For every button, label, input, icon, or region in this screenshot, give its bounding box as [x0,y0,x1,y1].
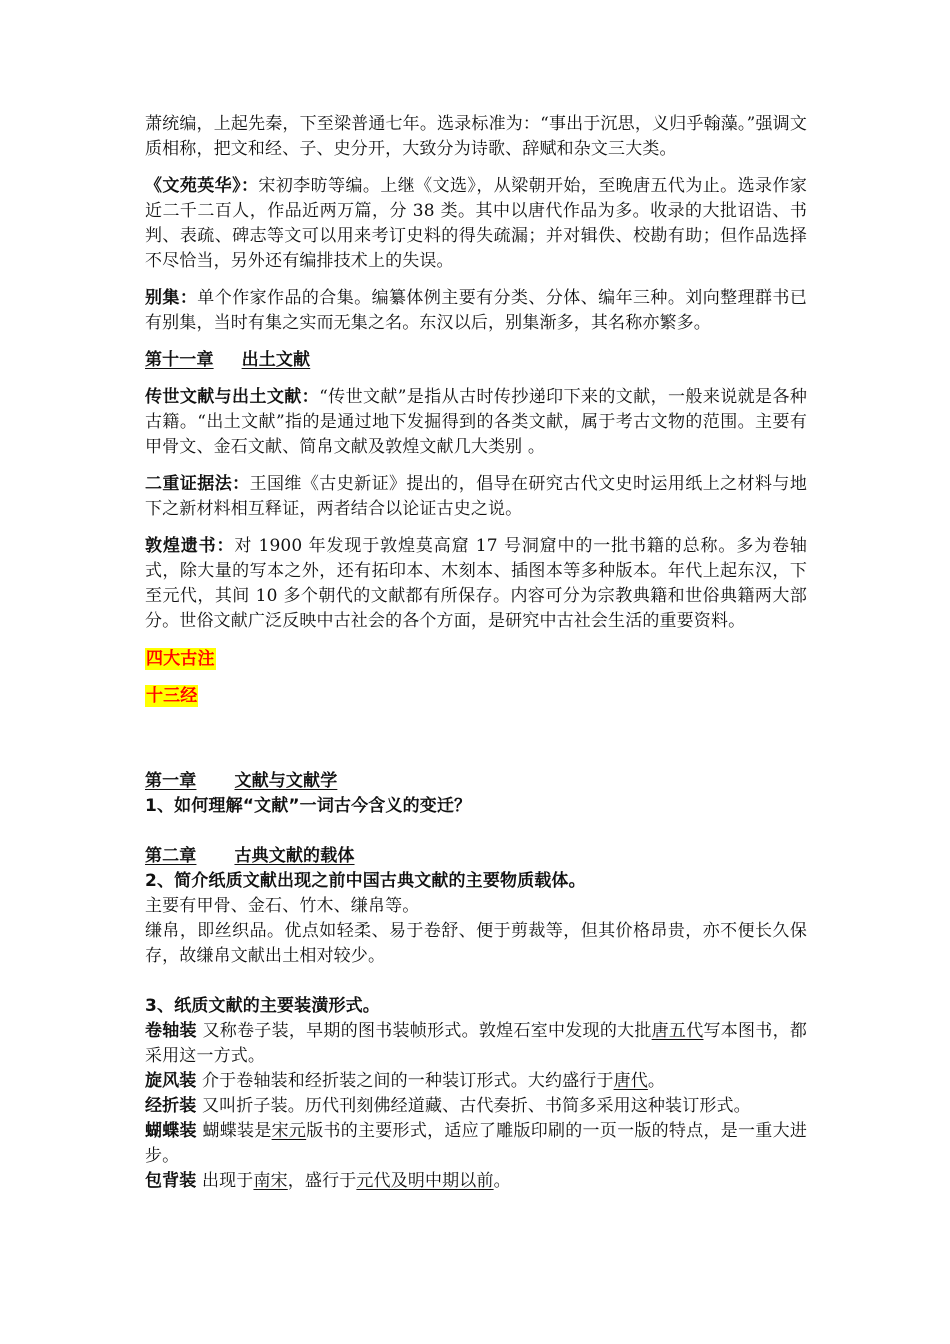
highlight-shisan-jing: 十三经 [146,686,198,706]
chapter-number: 第十一章 [145,350,214,370]
question-2: 2、简介纸质文献出现之前中国古典文献的主要物质载体。 [145,871,586,891]
binding-butterfly [145,1119,807,1169]
binding-wrapped-back [145,1169,807,1194]
binding-text: 又称卷子装，早期的图书装帧形式。敦煌石室中发现的大批 [196,1021,652,1041]
chapter-title: 文献与文献学 [234,771,338,791]
term-dunhuang: 敦煌遗书： [145,536,235,556]
binding-scroll [145,1019,807,1069]
chapter-number: 第二章 [145,846,197,866]
paragraph-bieji [145,286,807,336]
term-whirlwind-binding: 旋风装 [145,1071,197,1091]
chapter-title: 古典文献的载体 [234,846,355,866]
term-chuanshi-chutu: 传世文献与出土文献： [145,387,320,407]
underlined-period: 唐五代 [651,1021,704,1041]
term-butterfly-binding: 蝴蝶装 [145,1121,197,1141]
binding-text: 出现于 [196,1171,254,1191]
paragraph-erchong-zhengju [145,472,807,522]
paragraph-wenyuan-yinghua [145,174,807,274]
paragraph-text: 王国维《古史新证》提出的，倡导在研究古代文史时运用纸上之材料与地下之新材料相互释证，两者结合以论证古史之说。 [145,474,807,519]
underlined-period: 南宋 [253,1171,288,1191]
binding-text: 版书的主要形式，适应了雕版印刷的一页一版的特点，是一重大进步。 [145,1121,807,1166]
paragraph-text: 对 1900 年发现于敦煌莫高窟 17 号洞窟中的一批书籍的总称。多为卷轴式，除大量的写本之外，还有拓印本、木刻本、插图本等多种版本。年代上起东汉，下至元代，其间 10 多个朝代的文献都有所保存。内容可分为宗教典籍和世俗典籍两大部分。世俗文献广泛反映中古社会的各个方面，是研究中古社会生活的重要资料。 [145,536,808,631]
section-spacer [145,720,807,769]
paragraph-dunhuang [145,534,807,634]
binding-text: 介于卷轴装和经折装之间的一种装订形式。大约盛行于 [196,1071,614,1091]
answer-2-line-2: 缣帛，即丝织品。优点如轻柔、易于卷舒、便于剪裁等，但其价格昂贵，亦不便长久保存，故缣帛文献出土相对较少。 [145,921,807,966]
binding-text: 又叫折子装。历代刊刻佛经道藏、古代奏折、书简多采用这种装订形式。 [196,1096,751,1116]
question-1: 1、如何理解“文献”一词古今含义的变迁？ [145,796,472,816]
highlight-line-2 [145,683,807,709]
paragraph-text: 宋初李昉等编。上继《文选》，从梁朝开始，至晚唐五代为止。选录作家近二千二百人，作品近两万篇，分 38 类。其中以唐代作品为多。收录的大批诏诰、书判、表疏、碑志等文可以用来考订史料的得失疏漏；并对辑佚、校勘有助；但作品选择不尽恰当，另外还有编排技术上的失误。 [145,176,807,271]
answer-2-line-1: 主要有甲骨、金石、竹木、缣帛等。 [145,896,420,916]
binding-text: 蝴蝶装是 [196,1121,272,1141]
binding-text: 写本图书，都采用这一方式。 [145,1021,808,1066]
underlined-period: 宋元 [271,1121,307,1141]
chapter-title: 出土文献 [241,350,311,370]
highlight-line-1 [145,646,807,672]
term-wrapped-back-binding: 包背装 [145,1171,197,1191]
highlight-sida-guzhu: 四大古注 [146,649,215,669]
binding-text: 。 [647,1071,666,1091]
underlined-period: 唐代 [613,1071,648,1091]
binding-folded [145,1094,807,1119]
document-page [145,112,807,1194]
term-scroll-binding: 卷轴装 [145,1021,197,1041]
term-erchong-zhengju: 二重证据法： [145,474,250,494]
question-3: 3、纸质文献的主要装潢形式。 [145,996,380,1016]
paragraph-text: 萧统编，上起先秦，下至梁普通七年。选录标准为：“事出于沉思，义归乎翰藻。”强调文质相称，把文和经、子、史分开，大致分为诗歌、辞赋和杂文三大类。 [145,114,807,159]
chapter-number: 第一章 [145,771,197,791]
chapter-heading-11 [145,348,807,373]
term-bieji: 别集： [145,288,198,308]
chapter-heading-2 [145,844,807,869]
paragraph-chuanshi-chutu [145,385,807,460]
chapter-heading-1 [145,769,807,794]
term-folded-binding: 经折装 [145,1096,197,1116]
paragraph-text: “传世文献”是指从古时传抄递印下来的文献，一般来说就是各种古籍。“出土文献”指的是通过地下发掘得到的各类文献，属于考古文物的范围。主要有甲骨文、金石文献、简帛文献及敦煌文献几大类别 。 [145,387,808,457]
underlined-period: 元代及明中期以前 [356,1171,494,1191]
binding-text: 。 [493,1171,511,1191]
binding-whirlwind [145,1069,807,1094]
paragraph-wenxuan [145,112,807,162]
blank-line [145,969,807,994]
paragraph-text: 单个作家作品的合集。编纂体例主要有分类、分体、编年三种。刘向整理群书已有别集，当时有集之实而无集之名。东汉以后，别集渐多，其名称亦繁多。 [145,288,808,333]
binding-text: ，盛行于 [287,1171,357,1191]
blank-line [145,819,807,844]
term-wenyuan-yinghua: 《文苑英华》： [145,176,259,196]
